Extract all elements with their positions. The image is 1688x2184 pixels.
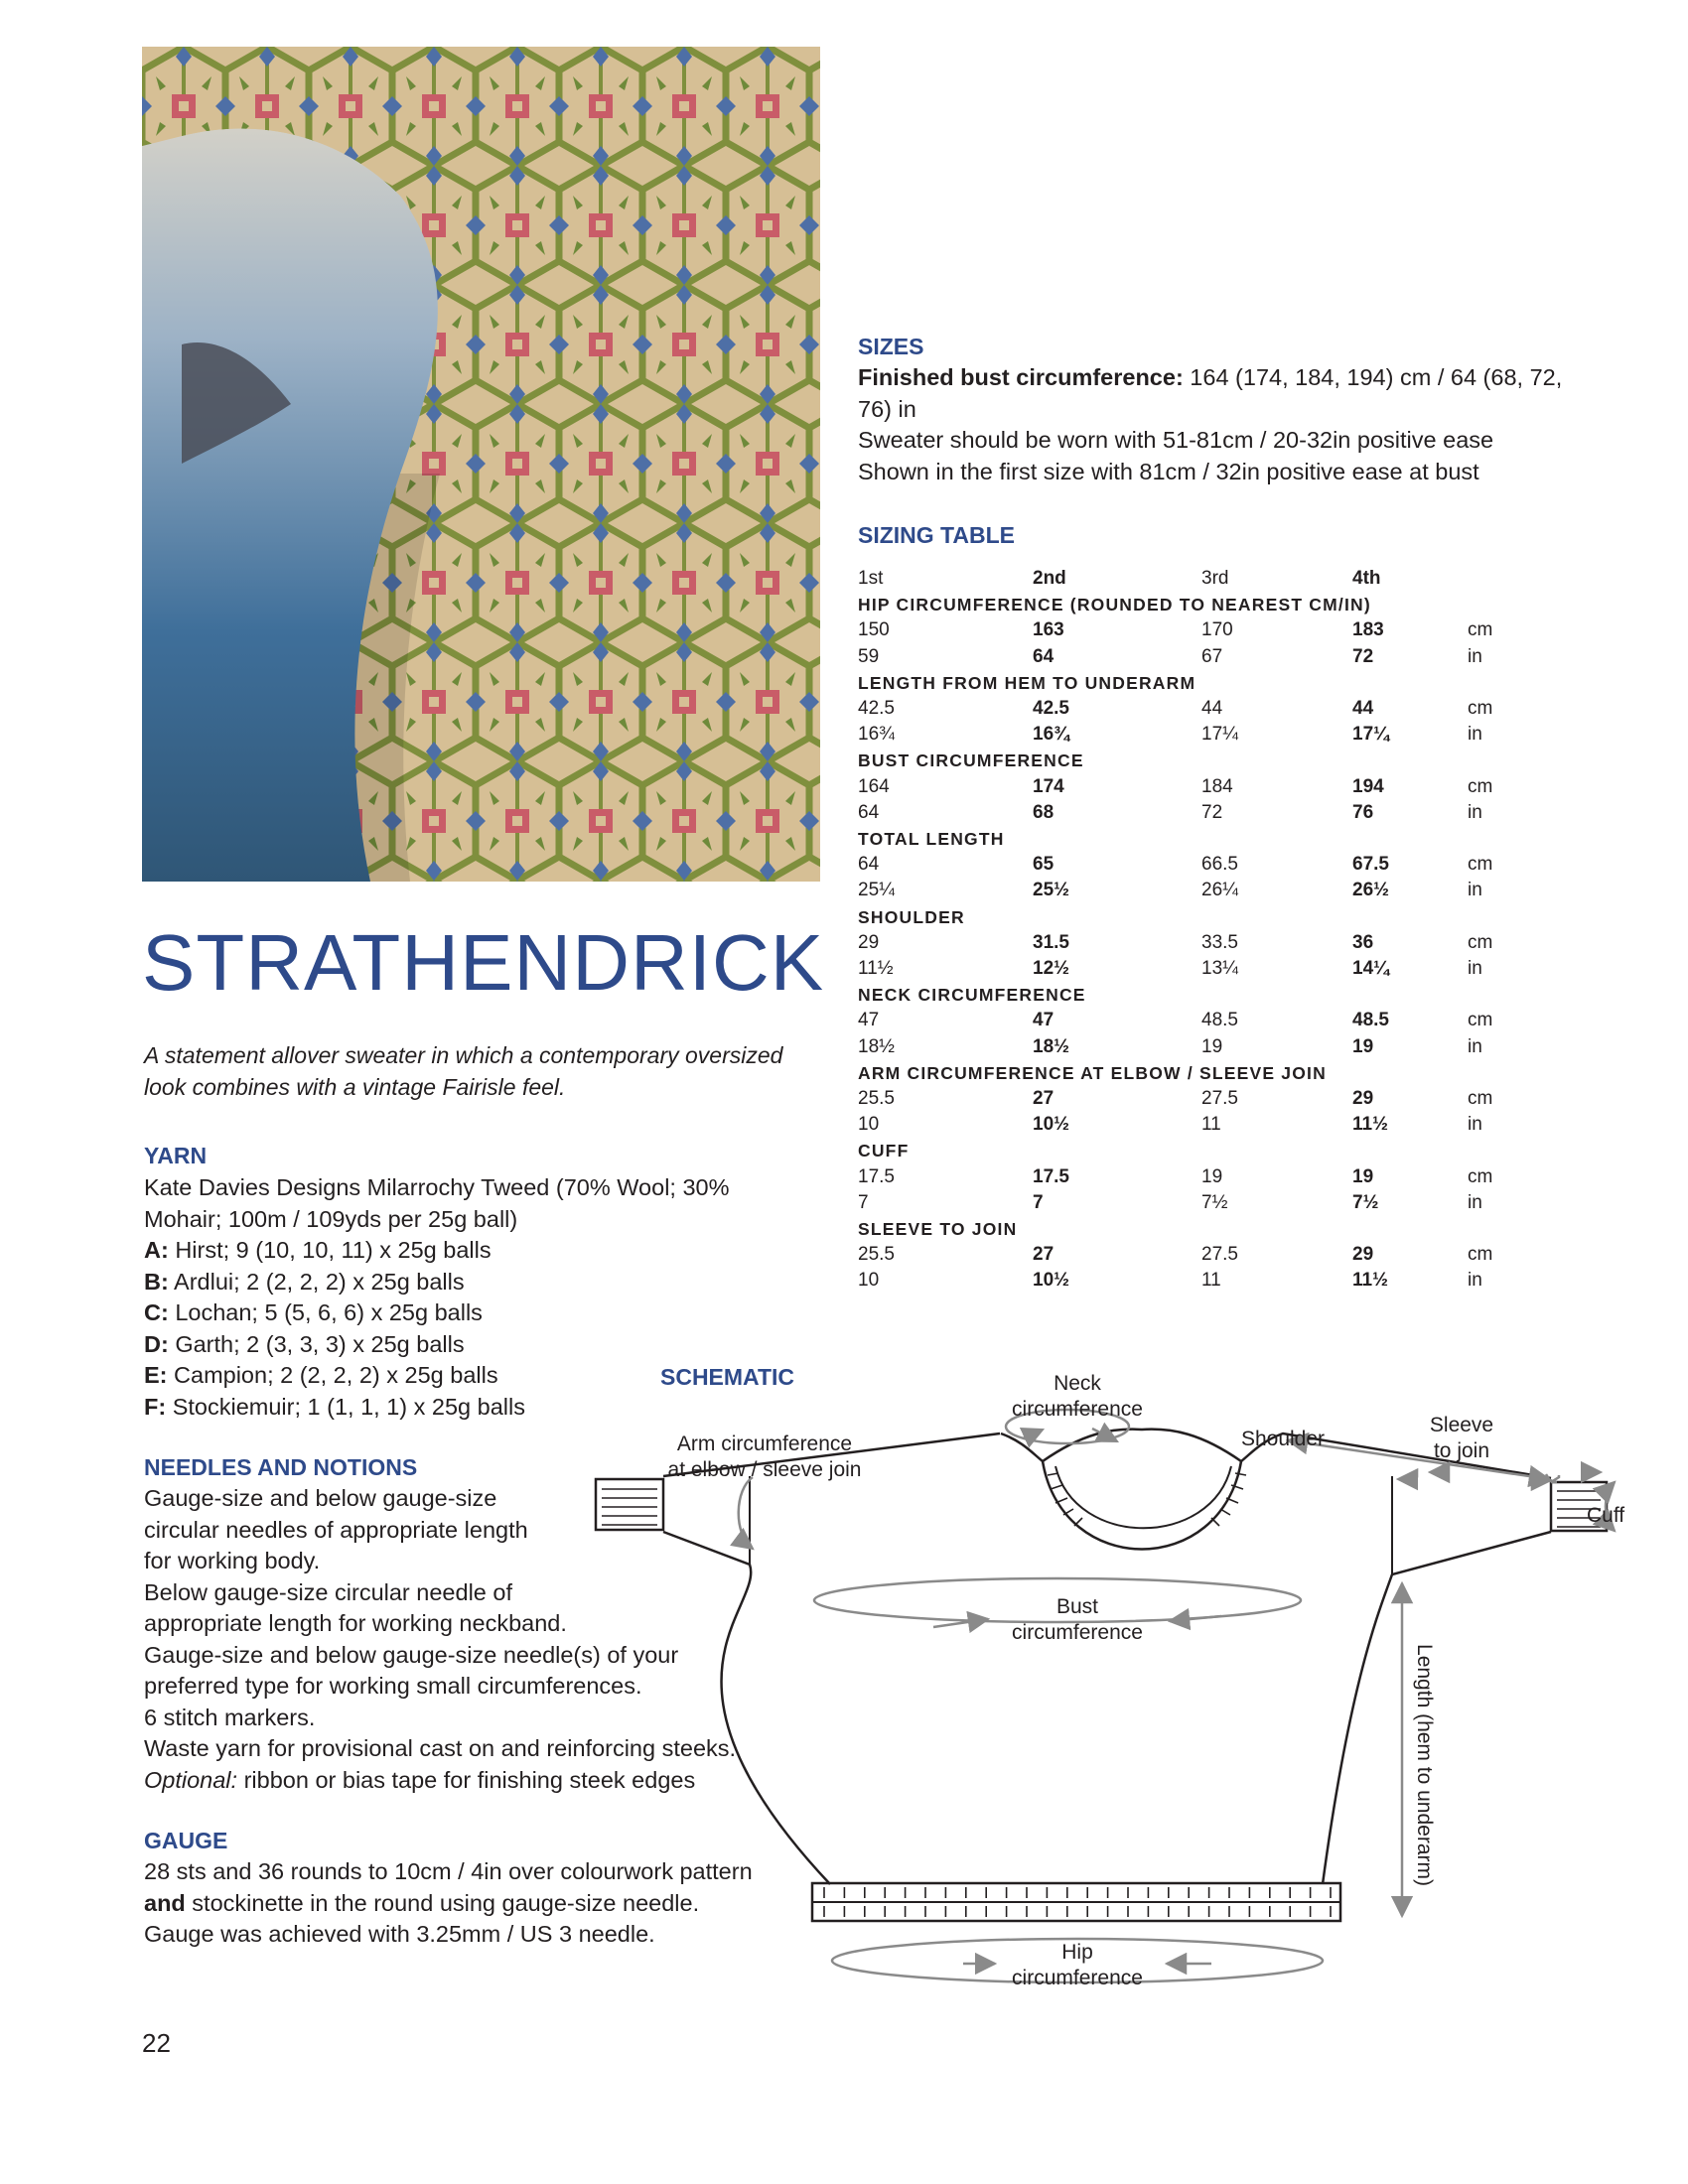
size-header: 1st	[858, 568, 884, 589]
size-value: cm	[1468, 931, 1493, 953]
needles-line: preferred type for working small circumferences.	[144, 1673, 642, 1699]
size-value: 11½	[1352, 1114, 1388, 1136]
size-value: 17.5	[1033, 1165, 1069, 1187]
needles-optional: Optional: ribbon or bias tape for finishing steek edges	[144, 1766, 696, 1793]
size-value: in	[1468, 1114, 1482, 1136]
hip-label: circumference	[1012, 1967, 1143, 1989]
sizing-value-row	[858, 930, 1527, 956]
sizing-value-row	[858, 696, 1527, 722]
size-value: cm	[1468, 1088, 1493, 1110]
size-value: 7½	[1352, 1191, 1379, 1213]
size-value: in	[1468, 1270, 1482, 1292]
size-value: 164	[858, 775, 890, 797]
sizing-value-row	[858, 878, 1527, 903]
sizing-value-row	[858, 852, 1527, 878]
section-title: SLEEVE TO JOIN	[858, 1219, 1018, 1240]
size-value: 16¾	[1033, 724, 1069, 746]
size-value: 19	[1352, 1035, 1374, 1057]
size-value: 10	[858, 1114, 880, 1136]
sizing-section-row	[858, 826, 1527, 852]
sizing-value-row	[858, 1242, 1527, 1268]
yarn-color-e: E: Campion; 2 (2, 2, 2) x 25g balls	[144, 1362, 498, 1388]
sizing-table	[858, 566, 1527, 1295]
size-value: cm	[1468, 1244, 1493, 1266]
size-value: 25.5	[858, 1244, 895, 1266]
sizing-section-row	[858, 592, 1527, 617]
sizing-value-row	[858, 956, 1527, 982]
section-title: TOTAL LENGTH	[858, 829, 1005, 850]
size-value: 36	[1352, 931, 1374, 953]
yarn-color-d: D: Garth; 2 (3, 3, 3) x 25g balls	[144, 1330, 465, 1357]
size-value: 59	[858, 645, 880, 667]
sizing-value-row	[858, 1034, 1527, 1060]
size-value: 48.5	[1201, 1010, 1238, 1031]
size-value: 42.5	[858, 698, 895, 720]
size-value: 29	[1352, 1088, 1374, 1110]
size-value: 19	[1352, 1165, 1374, 1187]
size-value: cm	[1468, 1165, 1493, 1187]
sizing-table-heading: SIZING TABLE	[858, 522, 1016, 548]
sleeve-label: Sleeve	[1429, 1414, 1494, 1436]
needles-line: Gauge-size and below gauge-size	[144, 1485, 497, 1511]
arm-label: at elbow / sleeve join	[667, 1458, 862, 1481]
size-value: 14¼	[1352, 958, 1389, 980]
size-value: 174	[1033, 775, 1064, 797]
size-value: cm	[1468, 619, 1493, 641]
size-value: 67	[1201, 645, 1223, 667]
needles-line: for working body.	[144, 1548, 321, 1573]
size-value: 11	[1201, 1270, 1221, 1292]
sweater-photo	[142, 47, 820, 882]
bust-label: Bust	[1055, 1595, 1099, 1618]
ease-line: Sweater should be worn with 51-81cm / 20-32in positive ease	[858, 427, 1494, 453]
size-value: cm	[1468, 698, 1493, 720]
size-value: 27	[1033, 1088, 1055, 1110]
size-value: 17¼	[1201, 724, 1238, 746]
size-value: 65	[1033, 854, 1055, 876]
schematic-heading: SCHEMATIC	[660, 1364, 795, 1390]
size-value: 163	[1033, 619, 1064, 641]
yarn-heading: YARN	[144, 1143, 208, 1168]
yarn-color-a: A: Hirst; 9 (10, 10, 11) x 25g balls	[144, 1237, 492, 1263]
size-value: 26½	[1352, 880, 1389, 901]
section-title: SHOULDER	[858, 906, 965, 927]
sizing-section-row	[858, 1138, 1527, 1163]
neck-label: Neck	[1054, 1372, 1101, 1395]
size-value: 44	[1352, 698, 1374, 720]
size-value: 76	[1352, 801, 1374, 823]
size-value: 27	[1033, 1244, 1055, 1266]
sizing-value-row	[858, 1164, 1527, 1190]
size-value: 7	[858, 1191, 869, 1213]
sizes-heading: SIZES	[858, 334, 924, 359]
size-value: 194	[1352, 775, 1384, 797]
size-value: 18½	[1033, 1035, 1069, 1057]
sizing-value-row	[858, 1086, 1527, 1112]
sizing-value-row	[858, 644, 1527, 670]
size-value: 11	[1201, 1114, 1221, 1136]
gauge-heading: GAUGE	[144, 1828, 228, 1853]
size-value: 64	[1033, 645, 1055, 667]
size-value: 25¼	[858, 880, 895, 901]
sizing-value-row	[858, 1268, 1527, 1294]
pattern-title: STRATHENDRICK	[142, 918, 825, 1007]
needles-line: 6 stitch markers.	[144, 1704, 316, 1730]
measure-arrows	[739, 1410, 1615, 1982]
size-value: in	[1468, 645, 1482, 667]
size-value: 150	[858, 619, 890, 641]
neck-label: circumference	[1012, 1398, 1143, 1421]
size-value: 7½	[1201, 1191, 1228, 1213]
sleeve-label: to join	[1433, 1439, 1490, 1462]
size-value: 72	[1201, 801, 1223, 823]
yarn-description: Kate Davies Designs Milarrochy Tweed (70% Wool; 30% Mohair; 100m / 109yds per 25g ball)	[144, 1174, 730, 1232]
size-header: 4th	[1352, 568, 1381, 589]
size-value: 13¼	[1201, 958, 1238, 980]
neckband-ribbing	[1048, 1473, 1246, 1526]
fairisle-pattern-image	[142, 47, 820, 882]
size-value: 47	[858, 1010, 880, 1031]
size-value: 68	[1033, 801, 1055, 823]
section-title: CUFF	[858, 1141, 910, 1161]
size-value: in	[1468, 1035, 1482, 1057]
section-title: HIP CIRCUMFERENCE (ROUNDED TO NEAREST CM/IN)	[858, 595, 1371, 615]
needles-line: appropriate length for working neckband.	[144, 1610, 567, 1636]
section-title: BUST CIRCUMFERENCE	[858, 751, 1084, 771]
sizing-value-row	[858, 617, 1527, 643]
size-header: 2nd	[1033, 568, 1066, 589]
gauge-line-3: Gauge was achieved with 3.25mm / US 3 needle.	[144, 1921, 655, 1947]
intro-text: A statement allover sweater in which a contemporary oversized look combines with a vintage Fairisle feel.	[144, 1042, 783, 1100]
sizes-section	[858, 331, 1573, 487]
size-value: 17¼	[1352, 724, 1389, 746]
size-value: 27.5	[1201, 1244, 1238, 1266]
size-value: 67.5	[1352, 854, 1389, 876]
section-title: LENGTH FROM HEM TO UNDERARM	[858, 672, 1196, 693]
size-value: 26¼	[1201, 880, 1238, 901]
sizing-section-row	[858, 1216, 1527, 1242]
arm-label: Arm circumference	[676, 1433, 853, 1455]
sizing-section-row	[858, 904, 1527, 930]
size-value: 48.5	[1352, 1010, 1389, 1031]
yarn-color-b: B: Ardlui; 2 (2, 2, 2) x 25g balls	[144, 1268, 465, 1295]
size-value: 19	[1201, 1035, 1223, 1057]
page-number: 22	[142, 2028, 171, 2058]
sizing-section-row	[858, 982, 1527, 1008]
gauge-line-1: 28 sts and 36 rounds to 10cm / 4in over colourwork pattern	[144, 1858, 753, 1884]
size-value: 47	[1033, 1010, 1055, 1031]
size-header: 3rd	[1201, 568, 1229, 589]
needles-line: Waste yarn for provisional cast on and reinforcing steeks.	[144, 1735, 737, 1761]
size-value: 12½	[1033, 958, 1069, 980]
size-value: 10½	[1033, 1114, 1069, 1136]
sizing-section-row	[858, 748, 1527, 773]
cuff-label: Cuff	[1587, 1504, 1625, 1527]
size-value: in	[1468, 801, 1482, 823]
size-value: cm	[1468, 854, 1493, 876]
left-cuff	[596, 1479, 663, 1530]
length-label: Length (hem to underarm)	[1413, 1644, 1436, 1886]
size-value: in	[1468, 724, 1482, 746]
size-value: 11½	[1352, 1270, 1388, 1292]
size-value: 11½	[858, 958, 894, 980]
sizing-header-row	[858, 566, 1527, 592]
size-value: 66.5	[1201, 854, 1238, 876]
needles-line: Below gauge-size circular needle of	[144, 1578, 512, 1605]
needles-heading: NEEDLES AND NOTIONS	[144, 1454, 418, 1480]
sizing-value-row	[858, 722, 1527, 748]
sizing-section-row	[858, 1060, 1527, 1086]
gauge-line-2: and stockinette in the round using gauge-size needle.	[144, 1889, 700, 1916]
size-value: 17.5	[858, 1165, 895, 1187]
size-value: 42.5	[1033, 698, 1069, 720]
size-value: 170	[1201, 619, 1233, 641]
needles-line: circular needles of appropriate length	[144, 1516, 528, 1543]
schematic-diagram	[556, 1350, 1625, 2005]
size-value: 64	[858, 854, 880, 876]
size-value: 19	[1201, 1165, 1223, 1187]
size-value: 31.5	[1033, 931, 1069, 953]
size-value: in	[1468, 1191, 1482, 1213]
size-value: 16¾	[858, 724, 895, 746]
sizing-value-row	[858, 1008, 1527, 1033]
sizing-value-row	[858, 1190, 1527, 1216]
size-value: 25½	[1033, 880, 1069, 901]
size-value: 64	[858, 801, 880, 823]
size-value: cm	[1468, 1010, 1493, 1031]
sizing-value-row	[858, 800, 1527, 826]
hip-label: Hip	[1061, 1941, 1093, 1964]
size-value: 72	[1352, 645, 1374, 667]
size-value: 25.5	[858, 1088, 895, 1110]
size-value: 44	[1201, 698, 1223, 720]
size-value: 10½	[1033, 1270, 1069, 1292]
size-value: 29	[858, 931, 880, 953]
shoulder-label: Shoulder	[1240, 1428, 1326, 1450]
size-value: 27.5	[1201, 1088, 1238, 1110]
bust-line: Finished bust circumference: 164 (174, 184, 194) cm / 64 (68, 72, 76) in	[858, 364, 1563, 422]
size-value: 184	[1201, 775, 1233, 797]
size-value: 18½	[858, 1035, 895, 1057]
bust-label: circumference	[1012, 1621, 1143, 1644]
sizing-value-row	[858, 774, 1527, 800]
yarn-color-f: F: Stockiemuir; 1 (1, 1, 1) x 25g balls	[144, 1393, 525, 1420]
needles-line: Gauge-size and below gauge-size needle(s) of your	[144, 1641, 679, 1668]
sizing-value-row	[858, 1112, 1527, 1138]
hem-ribbing	[812, 1883, 1340, 1921]
size-value: 29	[1352, 1244, 1374, 1266]
size-value: in	[1468, 958, 1482, 980]
yarn-color-c: C: Lochan; 5 (5, 6, 6) x 25g balls	[144, 1299, 483, 1325]
section-title: ARM CIRCUMFERENCE AT ELBOW / SLEEVE JOIN	[858, 1062, 1327, 1083]
size-value: in	[1468, 880, 1482, 901]
sizing-section-row	[858, 670, 1527, 696]
size-value: 7	[1033, 1191, 1044, 1213]
section-title: NECK CIRCUMFERENCE	[858, 985, 1086, 1006]
size-value: 10	[858, 1270, 880, 1292]
size-value: 183	[1352, 619, 1384, 641]
size-value: 33.5	[1201, 931, 1238, 953]
size-value: cm	[1468, 775, 1493, 797]
shown-line: Shown in the first size with 81cm / 32in positive ease at bust	[858, 458, 1479, 484]
